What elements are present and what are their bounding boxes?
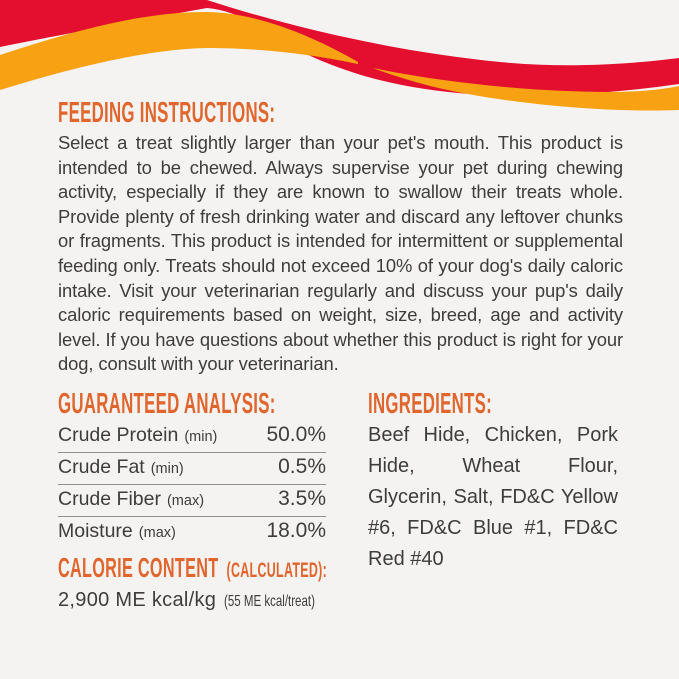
ingredients-list-text: Beef Hide, Chicken, Pork Hide, Wheat Flour, Glycerin, Salt, FD&C Yellow #6, FD&C Blue #1, FD&C Red #40 <box>368 424 618 570</box>
analysis-row-value: 0.5% <box>278 455 326 478</box>
table-row <box>58 453 326 485</box>
guaranteed-analysis-table <box>58 421 326 548</box>
table-row <box>58 421 326 453</box>
calorie-content-per-treat-note: (55 ME kcal/treat) <box>224 593 316 610</box>
calorie-content-value: 2,900 ME kcal/kg <box>58 589 217 611</box>
guaranteed-analysis-heading: GUARANTEED ANALYSIS: <box>58 388 276 420</box>
table-row <box>58 485 326 517</box>
ingredients-section <box>368 390 582 419</box>
calorie-content-heading: CALORIE CONTENT <box>58 552 219 583</box>
calorie-content-heading-group <box>58 554 327 582</box>
analysis-row-qualifier: (max) <box>166 493 205 509</box>
feeding-instructions-text: Select a treat slightly larger than your pet's mouth. This product is intended to be chewed. Always supervise your pet during chewing activity, especially if they are known to swallow their treats whole. Provide plenty of fresh drinking water and discard any leftover chunks or fragments. This product is intended for intermittent or supplemental feeding only. Treats should not exceed 10% of your dog's daily caloric intake. Visit your veterinarian regularly and discuss your pup's daily caloric requirements based on weight, size, breed, age and activity level. If you have questions about whether this product is right for your dog, consult with your veterinarian. <box>58 132 623 375</box>
calorie-content-heading-qualifier: (CALCULATED): <box>226 558 328 582</box>
calorie-content-value-line <box>58 589 350 612</box>
analysis-row-value: 3.5% <box>278 487 326 510</box>
analysis-row-label: Crude Protein <box>58 424 179 446</box>
analysis-row-qualifier: (min) <box>150 461 184 477</box>
analysis-row-label: Crude Fiber <box>58 488 161 510</box>
feeding-instructions-heading: FEEDING INSTRUCTIONS: <box>58 97 276 129</box>
ingredients-heading: INGREDIENTS: <box>368 388 493 420</box>
analysis-row-label: Moisture <box>58 520 133 542</box>
table-row <box>58 517 326 548</box>
feeding-instructions-section <box>58 99 433 128</box>
analysis-row-value: 50.0% <box>266 423 326 446</box>
analysis-row-value: 18.0% <box>266 519 326 542</box>
analysis-row-qualifier: (min) <box>184 429 218 445</box>
analysis-row-qualifier: (max) <box>138 525 176 541</box>
analysis-row-label: Crude Fat <box>58 456 145 478</box>
